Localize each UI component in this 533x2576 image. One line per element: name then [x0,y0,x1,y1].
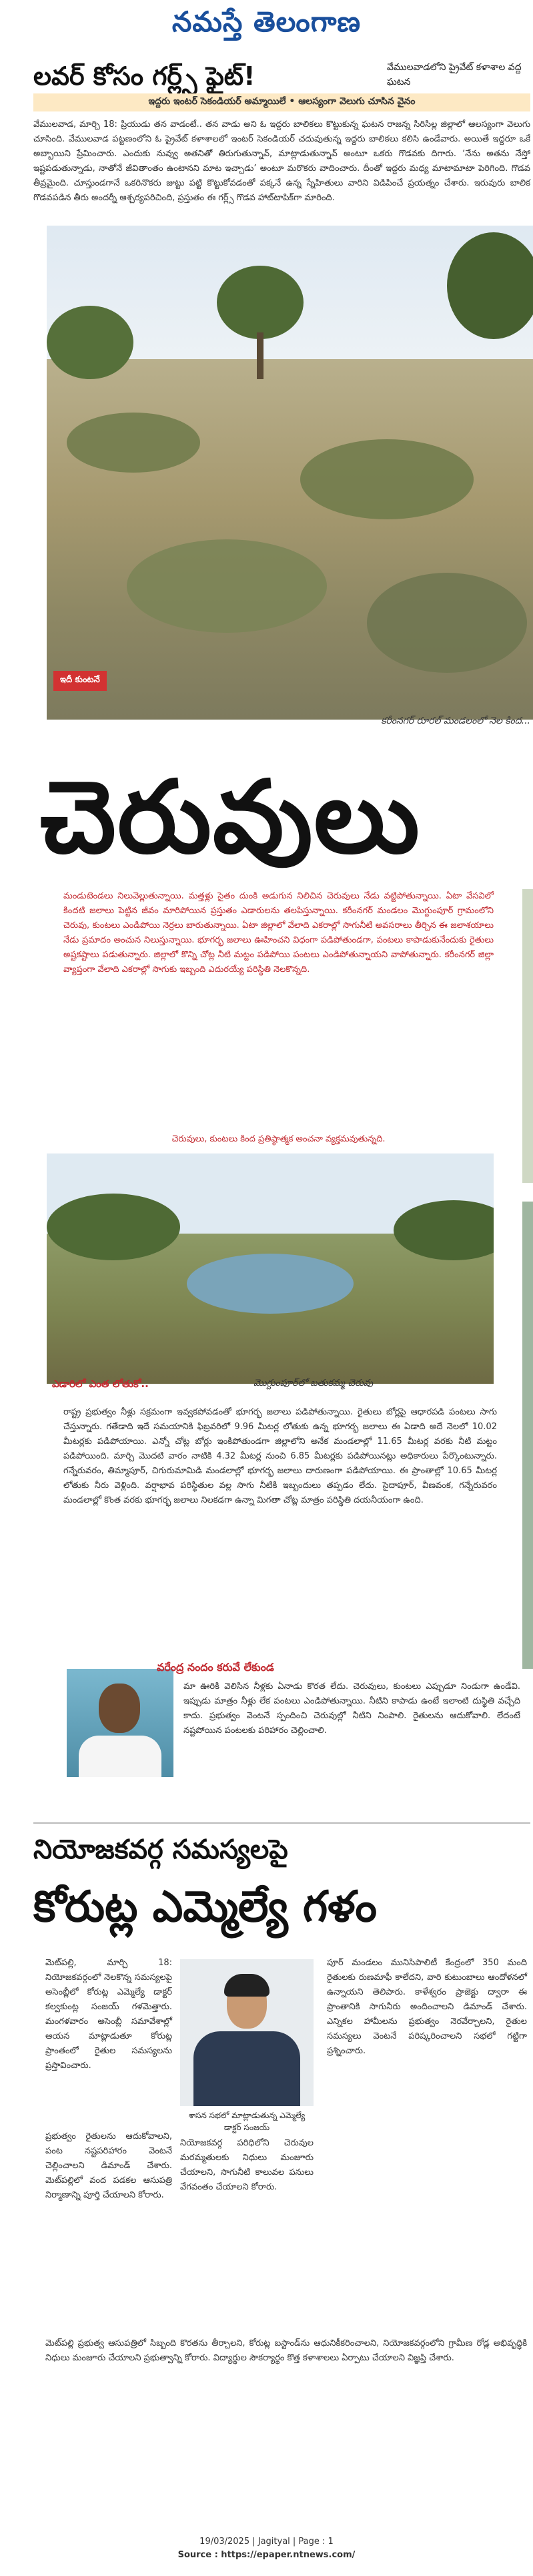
mla-photo [180,1959,314,2106]
story3-kicker: నియోజకవర్గ సమస్యలపై [33,1834,288,1865]
photo2-caption: మొగ్దుంపూర్‌లో బతుకమ్మ చెరువు [253,1378,374,1388]
story1-subhead: ఇద్దరు ఇంటర్ సెకండియర్ అమ్మాయిలే • ఆలస్యంగా వెలుగు చూసిన వైనం [148,96,416,107]
adjacent-page-strip [522,889,533,1183]
adjacent-page-strip [522,1202,533,1669]
story3-column-3: పూర్ మండలం మునిసిపాలిటీ కేంద్రంలో 350 మంది రైతులకు రుణమాఫీ కాలేదని, వారి కుటుంబాలు ఆందోళనలో ఉన్నాయని తెలిపారు. కాళేశ్వరం ప్రాజెక్టు ద్వారా ఈ ప్రాంతానికి సాగునీరు అందించాలని డిమాండ్ చేశారు. ఎన్నికల హామీలను ప్రభుత్వం నెరవేర్చాలని, రైతుల సమస్యలు వెంటనే పరిష్కరించాలని సభలో గట్టిగా ప్రశ్నించారు. [327,1958,527,2056]
story2-body-continued: రాష్ట్ర ప్రభుత్వం నీళ్లు సక్రమంగా ఇవ్వకపోవడంతో భూగర్భ జలాలు పడిపోతున్నాయి. రైతులు బోర్లపై ఆధారపడి పంటలు సాగు చేస్తున్నారు. గతేడాది ఇదే సమయానికి ఫిబ్రవరిలో 9.96 మీటర్ల లోతుకు ఉన్న భూగర్భ జలాలు ఈ ఏడాది అదే నెలలో 10.02 మీటర్లకు పడిపోయాయి. ఎన్నో చోట్ల బోర్లు ఇంకిపోతుండగా జిల్లాలోని అనేక మండలాల్లో 11.65 మీటర్ల వరకు నీటి మట్టం పడిపోయింది. మార్చి మొదటి వారం నాటికి 4.32 మీటర్ల నుంచి 6.85 మీటర్లకు పడిపోయినట్లు అధికారులు పేర్కొంటున్నారు. గన్నేరువరం, తిమ్మాపూర్, చిగురుమామిడి మండలాల్లో భూగర్భ జలాలు దారుణంగా పడిపోయాయి. ఈ ప్రాంతాల్లో 10.65 మీటర్ల లోతుకు నీరు వెళ్లింది. వర్షాభావ పరిస్థితుల వల్ల సాగు నీటికి ఇబ్బందులు తప్పడం లేదు. సైదాపూర్, వీణవంక, గన్నేరువరం మండలాల్లో కొంత వరకు భూగర్భ జలాలు నిలకడగా ఉన్నా మిగతా చోట్ల మాత్రం పరిస్థితి దయనీయంగా ఉంది. [63,1407,497,1505]
opinion-body: మా ఊరికి వెలిసిన నీళ్లకు ఏనాడు కొరత లేదు. చెరువులు, కుంటలు ఎప్పుడూ నిండుగా ఉండేవి. ఇప్పుడు మాత్రం నీళ్లు లేక పంటలు ఎండిపోతున్నాయి. నీటిని కాపాడు ఉంటే ఇలాంటి దుస్థితి వచ్చేది కాదు. ప్రభుత్వం వెంటనే స్పందించి చెరువుల్లో నీటిని నింపాలి. రైతులను ఆదుకోవాలి. లేదంటే నష్టపోయిన పంటలకు పరిహారం చెల్లించాలి. [183,1682,520,1736]
story3-column-1-continued: ప్రభుత్వం రైతులను ఆదుకోవాలని, పంట నష్టపరిహారం వెంటనే చెల్లించాలని డిమాండ్ చేశారు. మెట్‌పల్లిలో వంద పడకల ఆసుపత్రి నిర్మాణాన్ని పూర్తి చేయాలని కోరారు. [45,2131,172,2200]
page-footer [0,2535,533,2562]
newspaper-logo: నమస్తే తెలంగాణ [171,5,362,38]
main-headline: చెరువులు [40,760,421,876]
mla-photo-caption: శాసన సభలో మాట్లాడుతున్న ఎమ్మెల్యే డాక్టర్ సంజయ్ [188,2111,306,2132]
pond-photo [47,1153,494,1384]
farmer-photo [67,1669,173,1777]
story1-body: వేములవాడ, మార్చి 18: ప్రియుడు తన వాడంటే.. తన వాడు అని ఓ ఇద్దరు బాలికలు కొట్టుకున్న ఘటన రాజన్న సిరిసిల్ల జిల్లాలో ఆలస్యంగా వెలుగు చూసింది. వేములవాడ పట్టణంలోని ఓ ప్రైవేట్ కళాశాలలో ఇంటర్ సెకండియర్ చదువుతున్న ఇద్దరు బాలికలు కలిసి ఉండేవారు. అయితే ఇద్దరూ ఒకే అబ్బాయిని ప్రేమించారు. ఎందుకు నువ్వు అతనితో తిరుగుతున్నావ్, మాట్లాడుతున్నావ్ అంటూ ఒకరు గొడవకు దిగారు. ‘నేను అతను నేస్తో ఇష్టపడుతున్నాడు, నాతోనే జీవితాంతం ఉంటానని మాట ఇచ్చాడు’ అంటూ మరొకరు వాదించారు. దీంతో ఇద్దరు మధ్య మాటామాటా పెరిగింది. గొడవ తీవ్రమైంది. చూస్తుండగానే ఒకరినొకరు జుట్టు పట్టి కొట్టుకోవడంతో పక్కనే ఉన్న స్నేహితులు వారిని విడిపించే ప్రయత్నం చేశారు. ఇరువురు బాలిక గొడవపడిన తీరు అందర్నీ ఆశ్చర్యపరిచింది, ప్రస్తుతం ఈ గర్ల్స్ గొడవ హాట్‌టాపిక్‌గా మారింది. [33,119,530,203]
story3-column-1: మెట్‌పల్లి, మార్చి 18: నియోజకవర్గంలో నెలకొన్న సమస్యలపై అసెంబ్లీలో కోరుట్ల ఎమ్మెల్యే డాక్టర్ కల్వకుంట్ల సంజయ్ గళమెత్తారు. మంగళవారం అసెంబ్లీ సమావేశాల్లో ఆయన మాట్లాడుతూ కోరుట్ల ప్రాంతంలో రైతుల సమస్యలను ప్రస్తావించారు. [45,1958,172,2071]
masthead [0,0,533,41]
story3-column-2: నియోజకవర్గ పరిధిలోని చెరువుల మరమ్మతులకు నిధులు మంజూరు చేయాలని, సాగునీటి కాలువల పనులు వేగవంతం చేయాలని కోరారు. [180,2138,314,2192]
story3-bottom: మెట్‌పల్లి ప్రభుత్వ ఆసుపత్రిలో సిబ్బంది కొరతను తీర్చాలని, కోరుట్ల బస్టాండ్‌ను ఆధునికీకరించాలని, నియోజకవర్గంలోని గ్రామీణ రోడ్ల అభివృద్ధికి నిధులు మంజూరు చేయాలని ప్రభుత్వాన్ని కోరారు. విద్యార్థుల సౌకర్యార్థం కొత్త కళాశాలలు ఏర్పాటు చేయాలని విజ్ఞప్తి చేశారు. [45,2338,527,2363]
section-divider [33,1822,530,1824]
story1-headline: లవర్ కోసం గర్ల్స్ ఫైట్! [33,61,255,91]
footer-date-edition: 19/03/2025 | Jagityal | Page : 1 [199,2537,334,2547]
story2-body-summary: చెరువులు, కుంటలు కింద ప్రతిష్ఠాత్మక అంచనా వ్యక్తమవుతున్నది. [171,1134,386,1144]
opinion-title: వరేంద్ర నందం కరువే లేకుండ [157,1661,274,1673]
footer-source-link[interactable]: Source : https://epaper.ntnews.com/ [177,2550,356,2560]
story3-headline: కోరుట్ల ఎమ్మెల్యే గళం [33,1882,377,1932]
photo1-caption: కరీంనగర్ రూరల్ మండలంలో నెల కింద... [381,716,530,726]
story1-kicker: వేములవాడలోని ప్రైవేట్ కళాశాల వద్ద ఘటన [387,62,522,87]
photo1-tag: ఇదీ కుంటనే [53,671,107,691]
story2-body: మండుటెండలు నిలువెల్లుతున్నాయి. మత్తళ్లు సైతం దుంకి అడుగున నిలిచిన చెరువులు నేడు వట్టిపోతున్నాయి. ఏటా వేసవిలో కిందటి జలాలు పెట్టిన జీవం మారిపోయిన ప్రస్తుతం ఎడారులను తలపిస్తున్నాయి. కరీంనగర్ మండలం మొగ్దుంపూర్ గ్రామంలోని చెరువు, కుంటలు ఎండిపోయి నెర్రలు బారుతున్నాయి. ఏటా జిల్లాలో వేలాది ఎకరాల్లో సాగునీటి అవసరాలు తీర్చిన ఈ జలాశయాలు నేడు ప్రమాదం అంచున నిలుస్తున్నాయి. భూగర్భ జలాలు ఊహించని విధంగా పడిపోతుండగా, పంటలు కాపాడుకునేందుకు రైతులు అష్టకష్టాలు పడుతున్నారు. జిల్లాలో కొన్ని చోట్ల నీటి మట్టం పడిపోయి పంటలు ఎండిపోతున్నాయని వాపోతున్నారు. కరీంనగర్ జిల్లా వ్యాప్తంగా వేలాది ఎకరాల్లో సాగుకు ఇబ్బంది ఎదురయ్యే పరిస్థితి నెలకొన్నది. [63,891,494,975]
photo2-tag: ఎడారిలో ఎంత లోతుకో.. [52,1378,149,1390]
dry-pond-photo [47,226,533,720]
story1-subhead-band [33,93,530,111]
